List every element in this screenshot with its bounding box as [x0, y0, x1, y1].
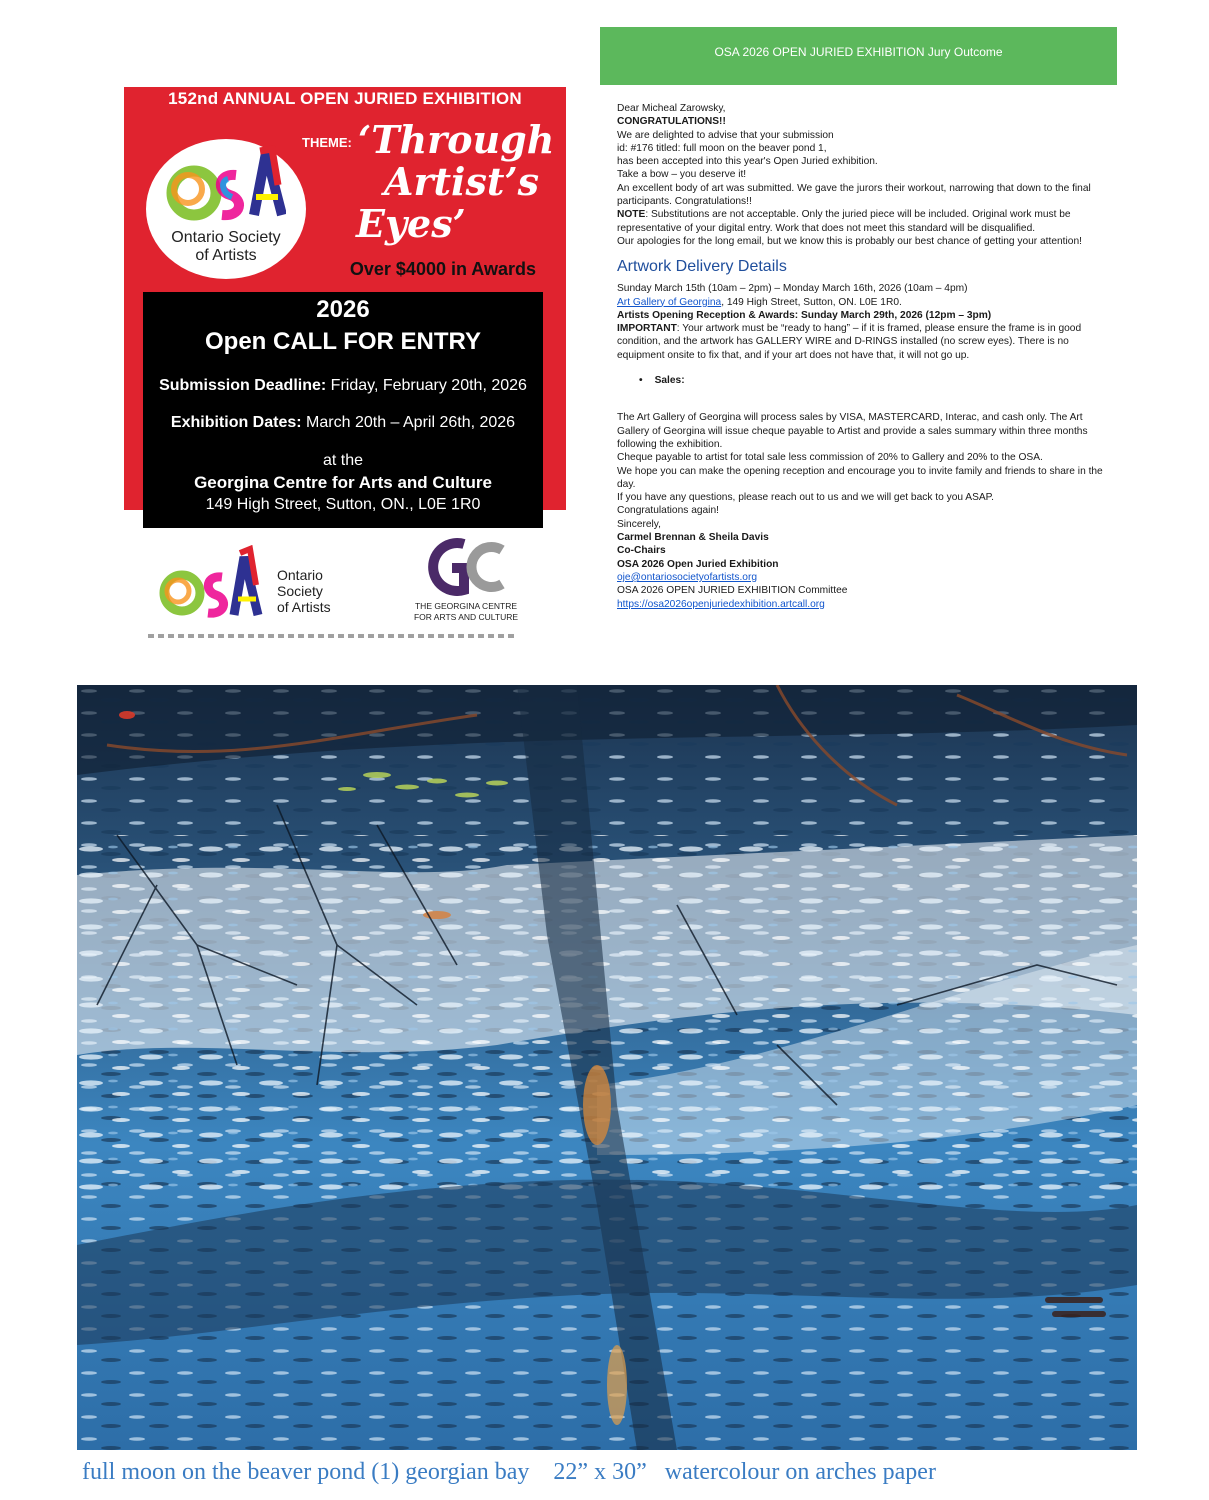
poster-year: 2026 — [316, 296, 370, 323]
note-label: NOTE — [617, 209, 646, 221]
note-paragraph — [617, 208, 1105, 235]
email-header-bar: OSA 2026 OPEN JURIED EXHIBITION Jury Outcome — [600, 27, 1117, 85]
georgina-centre-name: THE GEORGINA CENTRE — [414, 601, 517, 611]
important-label: IMPORTANT — [617, 323, 677, 335]
at-the-text: at the — [322, 452, 364, 469]
submission-id: id: #176 titled: full moon on the beaver pond 1, — [617, 142, 827, 154]
osa-logo-badge — [146, 139, 306, 279]
artwork-caption: full moon on the beaver pond (1) georgian bay 22” x 30” watercolour on arches paper — [82, 1459, 936, 1485]
submission-deadline — [143, 377, 543, 395]
bullet-icon: • — [639, 375, 643, 387]
theme-title: ‘Through — [358, 117, 555, 162]
committee-line: OSA 2026 OPEN JURIED EXHIBITION Committee — [617, 585, 848, 597]
deadline-label: Submission Deadline: — [159, 377, 327, 394]
osa-logo-icon — [166, 145, 286, 229]
dates-label: Exhibition Dates: — [170, 414, 302, 431]
congrats-again: Congratulations again! — [617, 505, 719, 517]
website-line — [617, 598, 1105, 611]
sales-paragraph: The Art Gallery of Georgina will process sales by VISA, MASTERCARD, Interac, and cash only. The Art Gallery of Georgina will issue cheque payable to Artist and provide a sales summary within three months following the exhibition. — [617, 412, 1088, 450]
gallery-link[interactable]: Art Gallery of Georgina — [617, 296, 722, 308]
congratulations: CONGRATULATIONS!! — [617, 116, 726, 128]
georgina-centre-logo-icon — [424, 536, 508, 596]
theme-label: THEME: — [302, 135, 352, 150]
watercolour-painting-image — [77, 685, 1137, 1450]
contact-email-link[interactable]: oje@ontariosocietyofartists.org — [617, 571, 758, 583]
contact-line — [617, 571, 1105, 584]
reception-line: Artists Opening Reception & Awards: Sunday March 29th, 2026 (12pm – 3pm) — [617, 309, 992, 321]
georgina-centre-name: FOR ARTS AND CULTURE — [413, 612, 519, 622]
email-line: has been accepted into this year's Open Juried exhibition. — [617, 156, 878, 168]
venue-address: 149 High Street, Sutton, ON., L0E 1R0 — [205, 496, 481, 513]
osa-logo-name: Ontario Society — [171, 229, 281, 246]
email-line: An excellent body of art was submitted. We gave the jurors their workout, narrowing that down to the final participants. Congratulations!! — [617, 182, 1091, 208]
dates-value: March 20th – April 26th, 2026 — [306, 414, 516, 431]
signer-title: Co-Chairs — [617, 545, 666, 557]
poster-banner-title: 152nd ANNUAL OPEN JURIED EXHIBITION — [168, 89, 522, 108]
sales-bullet — [617, 374, 1105, 387]
questions-paragraph: If you have any questions, please reach out to us and we will get back to you ASAP. — [617, 492, 994, 504]
note-text: : Substitutions are not acceptable. Only the juried piece will be included. Original work must be representative of your digital entry. Work that does not meet this standard will be disqualified. — [617, 209, 1071, 234]
exhibition-dates — [143, 414, 543, 432]
osa-footer-name: of Artists — [277, 599, 331, 615]
gallery-address: , 149 High Street, Sutton, ON. L0E 1R0. — [721, 296, 902, 308]
signers: Carmel Brennan & Sheila Davis — [617, 532, 769, 544]
theme-title: Eyes’ — [356, 201, 466, 246]
osa-logo-name: of Artists — [195, 247, 257, 264]
signer-org: OSA 2026 Open Juried Exhibition — [617, 558, 779, 570]
email-body — [617, 102, 1105, 611]
gallery-line — [617, 296, 1105, 309]
call-for-entry-title: Open CALL FOR ENTRY — [205, 328, 481, 355]
commission-paragraph: Cheque payable to artist for total sale less commission of 20% to Gallery and 20% to the OSA. — [617, 452, 1043, 464]
call-for-entry-panel — [143, 292, 543, 528]
cropped-url-line — [148, 634, 518, 638]
email-line: Take a bow – you deserve it! — [617, 169, 747, 181]
sincerely: Sincerely, — [617, 518, 661, 530]
theme-title: Artist’s — [384, 159, 540, 204]
osa-footer-name: Society — [277, 583, 323, 599]
greeting: Dear Micheal Zarowsky, — [617, 103, 726, 114]
apology-paragraph: Our apologies for the long email, but we know this is probably our best chance of getting your attention! — [617, 235, 1082, 247]
website-link[interactable]: https://osa2026openjuriedexhibition.artcall.org — [617, 598, 825, 610]
delivery-dates: Sunday March 15th (10am – 2pm) – Monday March 16th, 2026 (10am – 4pm) — [617, 283, 968, 295]
deadline-value: Friday, February 20th, 2026 — [330, 377, 527, 394]
awards-text: Over $4000 in Awards — [349, 259, 536, 279]
email-line: We are delighted to advise that your submission — [617, 129, 834, 141]
sales-label: Sales: — [654, 375, 685, 387]
osa-footer-name: Ontario — [277, 567, 323, 583]
important-paragraph — [617, 322, 1105, 362]
venue-name: Georgina Centre for Arts and Culture — [194, 473, 492, 492]
delivery-heading: Artwork Delivery Details — [617, 258, 787, 276]
important-text: : Your artwork must be “ready to hang” – if it is framed, please ensure the frame is in good condition, and the artwork has GALLERY WIRE and D-RINGS installed (no screw eyes). There is no equipment onsite to fix that, and if your art does not have that, it will not go up. — [617, 323, 1082, 361]
hope-paragraph: We hope you can make the opening reception and encourage you to invite family and friends to share in the day. — [617, 465, 1103, 490]
